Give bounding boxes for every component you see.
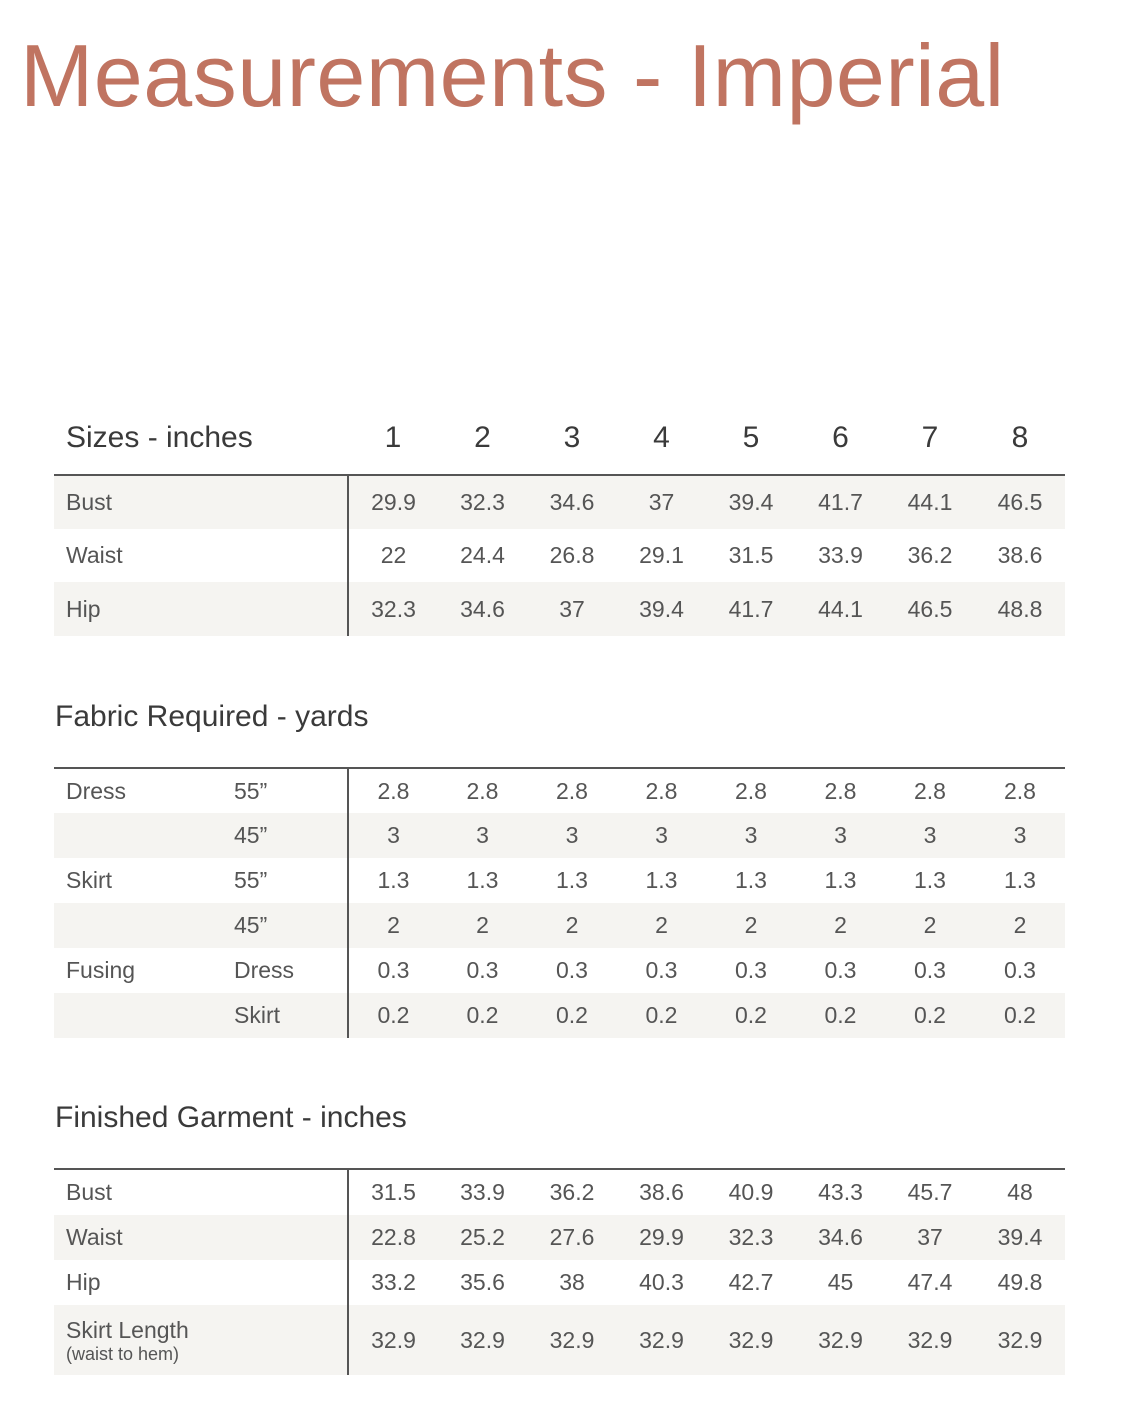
row-label-text: Skirt Length (66, 1316, 189, 1343)
cell-value: 32.3 (706, 1215, 796, 1260)
cell-value: 38.6 (997, 542, 1043, 568)
cell-value: 42.7 (728, 1269, 774, 1295)
cell-value: 1.3 (914, 867, 946, 893)
cell-value: 48.8 (975, 582, 1065, 636)
cell-value: 25.2 (438, 1215, 527, 1260)
size-header: 8 (1011, 421, 1029, 454)
cell-value: 1.3 (348, 858, 438, 903)
cell-value: 0.2 (348, 993, 438, 1038)
row-label: Hip (66, 1269, 101, 1295)
row-sublabel: Dress (234, 957, 295, 983)
size-header: 5 (742, 421, 760, 454)
cell-value: 0.3 (348, 948, 438, 993)
cell-value: 3 (706, 813, 796, 858)
row-label: Fusing (66, 957, 136, 983)
cell-value: 0.2 (438, 993, 527, 1038)
cell-value: 43.3 (796, 1169, 885, 1215)
cell-value: 2 (617, 903, 706, 948)
cell-value: 0.3 (824, 957, 857, 983)
cell-value: 1.3 (466, 867, 499, 893)
cell-value: 32.9 (438, 1305, 527, 1375)
cell-value: 32.9 (975, 1305, 1065, 1375)
cell-value: 2 (706, 903, 796, 948)
cell-value: 44.1 (796, 582, 885, 636)
cell-value: 41.7 (706, 582, 796, 636)
cell-value: 46.5 (885, 582, 975, 636)
row-label: Skirt (66, 867, 112, 893)
cell-value: 40.3 (639, 1269, 684, 1295)
row-label: Waist (66, 542, 123, 568)
cell-value: 32.9 (617, 1305, 706, 1375)
cell-value: 29.9 (348, 475, 438, 529)
size-header: 6 (832, 421, 849, 454)
cell-value: 33.2 (348, 1260, 438, 1305)
cell-value: 2.8 (617, 768, 706, 813)
finished-section-title: Finished Garment - inches (55, 1101, 407, 1134)
table-row (54, 948, 1065, 993)
cell-value: 2 (796, 903, 885, 948)
sizes-table (54, 402, 1065, 636)
cell-value: 2.8 (348, 768, 438, 813)
cell-value: 37 (617, 475, 706, 529)
cell-value: 24.4 (460, 542, 505, 568)
cell-value: 29.9 (617, 1215, 706, 1260)
cell-value: 32.9 (348, 1305, 438, 1375)
fabric-section-title: Fabric Required - yards (55, 700, 369, 733)
cell-value: 38 (559, 1269, 585, 1295)
row-label: Bust (54, 1169, 348, 1215)
row-sublabel: 55” (234, 867, 268, 893)
table-row (54, 1305, 1065, 1375)
table-row (54, 582, 1065, 636)
cell-value: 2.8 (706, 768, 796, 813)
size-header: 7 (921, 421, 939, 454)
cell-value: 2 (885, 903, 975, 948)
cell-value: 0.2 (527, 993, 617, 1038)
cell-value: 34.6 (796, 1215, 885, 1260)
row-label (54, 993, 234, 1038)
table-row (54, 813, 1065, 858)
cell-value: 36.2 (527, 1169, 617, 1215)
cell-value: 39.4 (706, 475, 796, 529)
row-sublabel: 55” (234, 768, 348, 813)
cell-value: 3 (975, 813, 1065, 858)
cell-value: 31.5 (728, 542, 774, 568)
cell-value: 2.8 (975, 768, 1065, 813)
row-label (54, 1305, 348, 1375)
cell-value: 34.6 (527, 475, 617, 529)
row-label: Bust (54, 475, 348, 529)
cell-value: 1.3 (556, 867, 588, 893)
row-label (54, 813, 234, 858)
table-row (54, 1169, 1065, 1215)
table-row (54, 993, 1065, 1038)
size-header: 3 (563, 421, 581, 454)
cell-value: 2.8 (438, 768, 527, 813)
cell-value: 40.9 (706, 1169, 796, 1215)
size-header: 2 (474, 421, 491, 454)
table-row (54, 529, 1065, 582)
table-row (54, 768, 1065, 813)
cell-value: 2.8 (885, 768, 975, 813)
cell-value: 32.9 (706, 1305, 796, 1375)
cell-value: 1.3 (735, 867, 767, 893)
cell-value: 41.7 (796, 475, 885, 529)
cell-value: 2.8 (527, 768, 617, 813)
cell-value: 37 (527, 582, 617, 636)
row-label-note: (waist to hem) (66, 1343, 180, 1364)
cell-value: 2 (348, 903, 438, 948)
cell-value: 32.9 (796, 1305, 885, 1375)
cell-value: 45 (827, 1269, 854, 1295)
cell-value: 47.4 (907, 1269, 953, 1295)
cell-value: 32.9 (885, 1305, 975, 1375)
cell-value: 0.3 (914, 957, 946, 983)
cell-value: 2 (975, 903, 1065, 948)
table-row (54, 475, 1065, 529)
cell-value: 38.6 (617, 1169, 706, 1215)
cell-value: 39.4 (975, 1215, 1065, 1260)
row-sublabel: 45” (234, 903, 348, 948)
cell-value: 0.3 (466, 957, 499, 983)
cell-value: 34.6 (438, 582, 527, 636)
cell-value: 0.3 (735, 957, 767, 983)
cell-value: 0.2 (885, 993, 975, 1038)
cell-value: 31.5 (348, 1169, 438, 1215)
cell-value: 2 (438, 903, 527, 948)
cell-value: 36.2 (907, 542, 953, 568)
cell-value: 3 (885, 813, 975, 858)
cell-value: 2 (527, 903, 617, 948)
cell-value: 33.9 (438, 1169, 527, 1215)
cell-value: 45.7 (885, 1169, 975, 1215)
size-header: 1 (384, 421, 402, 454)
row-label (54, 903, 234, 948)
cell-value: 0.2 (617, 993, 706, 1038)
sizes-header-row (54, 402, 1065, 475)
cell-value: 27.6 (527, 1215, 617, 1260)
cell-value: 35.6 (460, 1269, 505, 1295)
cell-value: 1.3 (1004, 867, 1036, 893)
row-label: Dress (54, 768, 234, 813)
table-row (54, 1215, 1065, 1260)
cell-value: 29.1 (639, 542, 684, 568)
cell-value: 0.2 (975, 993, 1065, 1038)
sizes-header-label: Sizes - inches (66, 421, 253, 454)
cell-value: 22 (348, 529, 438, 582)
page-title: Measurements - Imperial (20, 26, 1005, 125)
cell-value: 3 (796, 813, 885, 858)
cell-value: 0.3 (645, 957, 678, 983)
cell-value: 49.8 (997, 1269, 1043, 1295)
cell-value: 3 (527, 813, 617, 858)
cell-value: 44.1 (885, 475, 975, 529)
table-row (54, 1260, 1065, 1305)
cell-value: 32.9 (527, 1305, 617, 1375)
cell-value: 26.8 (549, 542, 595, 568)
cell-value: 3 (348, 813, 438, 858)
row-sublabel: Skirt (234, 993, 348, 1038)
row-sublabel: 45” (234, 813, 348, 858)
size-header: 4 (653, 421, 670, 454)
fabric-table (54, 767, 1065, 1038)
table-row (54, 903, 1065, 948)
cell-value: 3 (438, 813, 527, 858)
cell-value: 1.3 (824, 867, 857, 893)
cell-value: 0.3 (556, 957, 588, 983)
row-label: Waist (54, 1215, 348, 1260)
row-label: Hip (54, 582, 348, 636)
cell-value: 32.3 (438, 475, 527, 529)
cell-value: 33.9 (818, 542, 863, 568)
table-row (54, 858, 1065, 903)
cell-value: 32.3 (348, 582, 438, 636)
cell-value: 22.8 (348, 1215, 438, 1260)
cell-value: 3 (617, 813, 706, 858)
cell-value: 0.3 (1004, 957, 1036, 983)
cell-value: 2.8 (796, 768, 885, 813)
cell-value: 0.2 (706, 993, 796, 1038)
cell-value: 37 (885, 1215, 975, 1260)
finished-table (54, 1168, 1065, 1375)
cell-value: 48 (975, 1169, 1065, 1215)
cell-value: 1.3 (645, 867, 678, 893)
cell-value: 0.2 (796, 993, 885, 1038)
cell-value: 39.4 (617, 582, 706, 636)
cell-value: 46.5 (975, 475, 1065, 529)
